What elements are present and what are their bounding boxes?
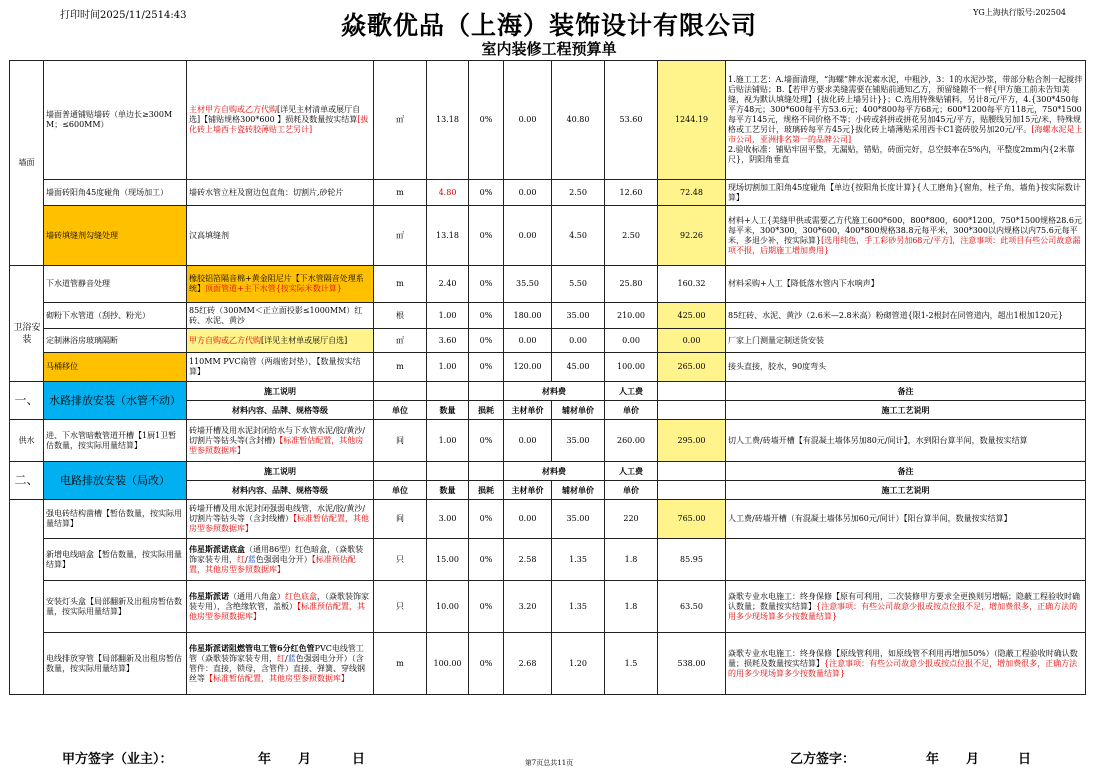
material-red-text: 甲方自购或乙方代购 (189, 335, 261, 345)
quantity: 1.00 (427, 420, 469, 462)
remark-text: 焱歌专业水电施工：终身保修【原有可利用，二次装修甲方要求全更换则另增幅；隐蔽工程验收时确认数量；数量按实结算】 (728, 591, 1080, 611)
aux-price: 40.80 (552, 61, 605, 180)
remark-red-text: {注意事项：有些公司故意少报或按点位报不足，增加费很多，正确方法的用多少现场算多少按数量结算} (728, 601, 1078, 621)
loss-rate: 0% (469, 180, 504, 206)
aux-price: 35.00 (552, 420, 605, 462)
total-amount: 160.32 (658, 266, 726, 303)
page-number: 第7页总共11页 (524, 759, 574, 767)
material-brand: 伟星斯派诺 (189, 591, 229, 601)
col-header-qty: 数量 (427, 401, 469, 420)
labor-price: 1.5 (605, 633, 658, 695)
item-name: 安装灯头盒【局部翻新及出租房暂估数量，按实际用量结算】 (44, 581, 187, 633)
quantity: 13.18 (427, 206, 469, 266)
col-header-loss: 损耗 (469, 401, 504, 420)
table-row (10, 180, 1086, 206)
material-brand: 伟星斯派诺底盒 (189, 544, 245, 554)
col-header-remarks: 备注 (726, 462, 1086, 481)
col-header-main-price: 主材单价 (504, 481, 552, 500)
material-separator: / (245, 555, 248, 564)
col-header-labor-fee: 人工费 (605, 382, 658, 401)
material-red-word: 红色底盒 (285, 592, 317, 601)
quantity: 1.00 (427, 353, 469, 382)
unit: 只 (374, 539, 427, 581)
item-name: 新增电线暗盒【暂估数量，按实际用量结算】 (44, 539, 187, 581)
aux-price: 35.00 (552, 500, 605, 539)
aux-price: 2.50 (552, 180, 605, 206)
material-red-tail: [拔化砖上墙西卡瓷砖胶薄贴工艺另计] (189, 115, 369, 134)
col-header-loss: 损耗 (469, 481, 504, 500)
total-amount: 265.00 (658, 353, 726, 382)
col-header-main-price: 主材单价 (504, 401, 552, 420)
table-row (10, 206, 1086, 266)
material-desc: 汉高填缝剂 (187, 206, 374, 266)
labor-price: 0.00 (605, 329, 658, 353)
unit: ㎡ (374, 61, 427, 180)
unit: m (374, 633, 427, 695)
material-text: PVC电线管工管（焱歌装饰家装专用， (189, 644, 364, 663)
material-red-text: 【标准预估配置，其他房型参照数据库】 (189, 602, 365, 621)
labor-price: 260.00 (605, 420, 658, 462)
sign-day-a: 日 (352, 752, 366, 767)
col-header-unit: 单位 (374, 401, 427, 420)
col-header-materials: 材料内容、品牌、规格等级 (187, 481, 374, 500)
sign-year-a: 年 (258, 752, 272, 767)
main-price: 0.00 (504, 420, 552, 462)
material-text: [详见主材单或展厅自选] (261, 335, 348, 345)
remark: 85红砖、水泥、黄沙（2.6米—2.8米高）粉砌管道{限1-2根封在同管道内，超出1根加120元} (726, 303, 1086, 329)
item-name: 墙面普通铺贴墙砖（单边长≥300MM；≤600MM） (44, 61, 187, 180)
quantity: 10.00 (427, 581, 469, 633)
aux-price: 1.35 (552, 539, 605, 581)
loss-rate: 0% (469, 266, 504, 303)
item-name: 墙面砖阳角45度碰角（现场加工） (44, 180, 187, 206)
section-header (10, 382, 1086, 401)
material-desc (187, 633, 374, 695)
loss-rate: 0% (469, 539, 504, 581)
material-desc (187, 329, 374, 353)
total-amount: 295.00 (658, 420, 726, 462)
material-desc: 墙砖水管立柱及窗边包直角：切割片,砂轮片 (187, 180, 374, 206)
material-red-text: 主材甲方自购或乙方代购 (189, 105, 277, 114)
party-a-signature-label: 甲方签字（业主）： (62, 752, 173, 767)
quantity: 15.00 (427, 539, 469, 581)
remark-text: 材料+人工{美缝甲供或需要乙方代施工600*600，800*800，600*1200，750*1500规格28.6元每平米，300*300，300*600，400*800规格38.8元每平米，300*300以内规格以内75.6元每平米，多退少补，按实际算} (728, 215, 1082, 245)
version-number: YG上海执行版号:202504 (973, 8, 1066, 17)
material-red-word: 红 (237, 555, 245, 564)
section-title: 水路排放安装（水管不动） (44, 382, 187, 420)
col-header-material-fee: 材料费 (504, 382, 605, 401)
quantity: 3.00 (427, 500, 469, 539)
table-row (10, 329, 1086, 353)
material-text: [详见主材清单或展厅自选]【铺贴规格300*600 】损耗及数量按实结算 (189, 105, 361, 124)
total-amount: 85.95 (658, 539, 726, 581)
unit: 只 (374, 581, 427, 633)
col-header-labor-fee: 人工费 (605, 462, 658, 481)
main-price: 2.68 (504, 633, 552, 695)
unit: ㎡ (374, 329, 427, 353)
item-name: 电线排放穿管【局部翻新及出租房暂估数量，按实际用量结算】 (44, 633, 187, 695)
remark: 材料采购+人工【降低落水管内下水响声】 (726, 266, 1086, 303)
remark: 人工费/砖墙开槽（有混凝土墙体另加60元/间计）【阳台算半间，数量按实结算】 (726, 500, 1086, 539)
aux-price: 4.50 (552, 206, 605, 266)
item-name: 墙砖填缝剂勾缝处理 (44, 206, 187, 266)
col-header-labor-price: 单价 (605, 401, 658, 420)
col-header-construction: 施工说明 (187, 382, 374, 401)
remark-red-text: [海螺水泥是上市公司，亚洲排名第一的品牌公司] (728, 125, 1083, 144)
total-amount: 92.26 (658, 206, 726, 266)
total-amount: 425.00 (658, 303, 726, 329)
print-time: 打印时间2025/11/2514:43 (60, 10, 187, 21)
section-number: 二、 (10, 462, 44, 500)
remark (726, 206, 1086, 266)
section-number: 一、 (10, 382, 44, 420)
main-price: 0.00 (504, 500, 552, 539)
quantity: 1.00 (427, 303, 469, 329)
quantity: 13.18 (427, 61, 469, 180)
category-wall: 墙面 (10, 61, 44, 266)
col-header-qty: 数量 (427, 481, 469, 500)
labor-price: 1.8 (605, 539, 658, 581)
labor-price: 12.60 (605, 180, 658, 206)
aux-price: 45.00 (552, 353, 605, 382)
material-red-text: 顶面管道+主下水管{按实际米数计算} (205, 284, 342, 293)
aux-price: 1.20 (552, 633, 605, 695)
material-text: （通用86型）红色暗盒，（焱歌装饰家装专用， (189, 545, 364, 564)
material-red-text: 【标准预估配置，其他房型参照数据库】 (189, 555, 356, 574)
loss-rate: 0% (469, 500, 504, 539)
aux-price: 35.00 (552, 303, 605, 329)
col-header-materials: 材料内容、品牌、规格等级 (187, 401, 374, 420)
labor-price: 2.50 (605, 206, 658, 266)
labor-price: 210.00 (605, 303, 658, 329)
table-row (10, 500, 1086, 539)
main-price: 0.00 (504, 206, 552, 266)
item-name: 定制淋浴房玻璃隔断 (44, 329, 187, 353)
material-desc: 85红砖（300MM＜正立面投影≤1000MM）红砖、水泥、黄沙 (187, 303, 374, 329)
loss-rate: 0% (469, 329, 504, 353)
col-header-process: 施工工艺说明 (726, 481, 1086, 500)
material-brand: 伟星斯派诺阻燃管电工管6分红色管 (189, 643, 315, 653)
quantity: 100.00 (427, 633, 469, 695)
item-name: 强电砖结构凿槽【暂估数量，按实际用量结算】 (44, 500, 187, 539)
material-desc (187, 420, 374, 462)
unit: ㎡ (374, 206, 427, 266)
total-amount: 72.48 (658, 180, 726, 206)
total-amount: 538.00 (658, 633, 726, 695)
material-text: 橡胶铝箔隔音棉+黄金阻尼片【下水管隔音处理系统】 (189, 274, 364, 293)
item-name: 马桶移位 (44, 353, 187, 382)
item-name: 进、下水管暗敷管道开槽【1厨1卫暂估数量，按实际用量结算】 (44, 420, 187, 462)
category-bath: 卫浴安装 (13, 323, 41, 345)
section-title: 电路排放安装（局改） (44, 462, 187, 500)
company-title: 焱歌优品（上海）装饰设计有限公司 (340, 11, 757, 40)
section-header (10, 462, 1086, 481)
loss-rate: 0% (469, 61, 504, 180)
remark: 现场切割加工阳角45度碰角【单边{按阳角长度计算}{人工磨角}{窗角，柱子角，墙角}按实际数计算】 (726, 180, 1086, 206)
aux-price: 5.50 (552, 266, 605, 303)
material-desc (187, 266, 374, 303)
col-header-unit: 单位 (374, 481, 427, 500)
table-row (10, 353, 1086, 382)
material-desc (187, 61, 374, 180)
total-amount: 765.00 (658, 500, 726, 539)
labor-price: 53.60 (605, 61, 658, 180)
material-text: 砖墙开槽及用水泥封闭给水与下水管水泥/胶/黄沙/切割片等钻头等(含封槽) (189, 425, 366, 445)
main-price: 3.20 (504, 581, 552, 633)
budget-table (9, 60, 1086, 695)
remark: 切人工费/砖墙开槽【有混凝土墙体另加80元/间计】，水到阳台算半间，数量按实结算 (726, 420, 1086, 462)
aux-price: 1.35 (552, 581, 605, 633)
material-red-text: 【标准暂估配置，其他房型参照数据库】 (189, 435, 364, 455)
col-header-process: 施工工艺说明 (726, 401, 1086, 420)
material-red-word: 红 (277, 654, 285, 663)
main-price: 35.50 (504, 266, 552, 303)
table-row (10, 61, 1086, 180)
table-row (10, 633, 1086, 695)
quantity: 3.60 (427, 329, 469, 353)
remark-text: 焱歌专业水电施工：终身保修【原线管利用，如原线管不利用再增加50%）（隐蔽工程验收时确认数量；损耗及数量按实结算】 (728, 648, 1078, 668)
table-row (10, 266, 1086, 303)
material-desc (187, 539, 374, 581)
col-header-aux-price: 辅材单价 (552, 481, 605, 500)
table-row (10, 581, 1086, 633)
material-desc: 110MM PVC扁管（两端密封垫），【数量按实结算】 (187, 353, 374, 382)
loss-rate: 0% (469, 206, 504, 266)
material-desc (187, 581, 374, 633)
total-amount: 0.00 (658, 329, 726, 353)
loss-rate: 0% (469, 353, 504, 382)
remark-red-text: [选用纯色，手工彩砂另加68元/平方]，注意事项：此项目有些公司故意漏项不报，后期施工增加费用} (728, 235, 1081, 255)
material-blue-word: 蓝 (287, 654, 296, 663)
sign-day-b: 日 (1018, 752, 1032, 767)
material-text: 砖墙开槽及用水泥封闭强弱电线管，水泥/胶/黄沙/切割片等钻头等（含封线槽） (189, 504, 366, 523)
main-price: 0.00 (504, 180, 552, 206)
total-amount: 1244.19 (658, 61, 726, 180)
remark: 接头直接，胶水，90度弯头 (726, 353, 1086, 382)
labor-price: 25.80 (605, 266, 658, 303)
material-red-text: 【标准暂估配置，其他房型参照数据库】 (189, 514, 369, 533)
material-separator: / (285, 654, 288, 663)
total-amount: 63.50 (658, 581, 726, 633)
remark (726, 539, 1086, 581)
loss-rate: 0% (469, 420, 504, 462)
table-row (10, 539, 1086, 581)
col-header-construction: 施工说明 (187, 462, 374, 481)
category-water-supply: 供水 (10, 420, 44, 462)
unit: 间 (374, 500, 427, 539)
material-text-2: ，（焱歌装饰家装专用），含绝缘软管，盖板） (189, 592, 369, 611)
material-red-text: 【标准暂估配置，其他房型参照数据库】 (205, 674, 349, 683)
table-row (10, 303, 1086, 329)
material-desc (187, 500, 374, 539)
item-name: 下水道管静音处理 (44, 266, 187, 303)
material-text: （通用八角盒） (229, 592, 285, 601)
document-subtitle: 室内装修工程预算单 (481, 40, 617, 58)
party-b-signature-label: 乙方签字： (790, 752, 856, 767)
sign-month-b: 月 (966, 752, 980, 767)
material-text-2: 色强弱电分开）（含管件：直接，锁母，含管件）直接、弹簧、穿线钢丝等 (189, 654, 365, 683)
material-text-2: 色强弱电分开） (255, 555, 312, 564)
unit: m (374, 266, 427, 303)
unit: m (374, 180, 427, 206)
quantity: 2.40 (427, 266, 469, 303)
sign-year-b: 年 (926, 752, 940, 767)
table-row (10, 420, 1086, 462)
remark (726, 61, 1086, 180)
remark (726, 581, 1086, 633)
col-header-aux-price: 辅材单价 (552, 401, 605, 420)
main-price: 180.00 (504, 303, 552, 329)
col-header-material-fee: 材料费 (504, 462, 605, 481)
item-name: 砌粉下水管道（刮抄、粉光） (44, 303, 187, 329)
unit: 间 (374, 420, 427, 462)
quantity: 4.80 (427, 180, 469, 206)
loss-rate: 0% (469, 633, 504, 695)
remark: 厂家上门测量定制送货安装 (726, 329, 1086, 353)
remark-tail: 2.验收标准：铺贴牢固平整，无漏贴，错贴，砖面完好，总空鼓率在5%内，平整度2mm内{2米靠尺}，阴阳角垂直 (728, 145, 1075, 164)
col-header-labor-price: 单价 (605, 481, 658, 500)
main-price: 2.58 (504, 539, 552, 581)
sign-month-a: 月 (298, 752, 312, 767)
main-price: 120.00 (504, 353, 552, 382)
col-header-remarks: 备注 (726, 382, 1086, 401)
remark-red-text: {注意事项：有些公司故意少报或按点位报不足，增加费很多，正确方法的用多少现场算多少按数量结算} (728, 658, 1078, 678)
unit: m (374, 353, 427, 382)
remark (726, 633, 1086, 695)
material-blue-word: 蓝 (247, 555, 256, 564)
labor-price: 100.00 (605, 353, 658, 382)
loss-rate: 0% (469, 303, 504, 329)
remark-text: 1.施工工艺：A.墙面清理，“海螺”牌水泥素水泥，中粗沙，3：1的水泥沙浆，带部分粘合剂一起搅拌后贴法铺贴；B.【若甲方要求美缝需要在铺贴前通知乙方，预留缝隙不一样{甲方施工前未告知美缝，视为默认填缝处理】{拔化砖上墙另计}}；C.选用特殊贴铺料，另计8元/平方，4.{300*450每平方48元；300*600每平方53.6元；400*800每平方68元；600*1200每平方118元，750*1500每平方145元，规格不同价格不等；小砖或斜拼或拼花另加45元/平方，贴腰线另加15元/米，特殊规格或工艺另计，玻璃砖每平方45元}拔化砖上墙薄贴采用西卡C1瓷砖胶另加20元/平。 (728, 75, 1083, 134)
labor-price: 1.8 (605, 581, 658, 633)
unit: 根 (374, 303, 427, 329)
labor-price: 220 (605, 500, 658, 539)
main-price: 0.00 (504, 61, 552, 180)
aux-price: 0.00 (552, 329, 605, 353)
loss-rate: 0% (469, 581, 504, 633)
main-price: 0.00 (504, 329, 552, 353)
